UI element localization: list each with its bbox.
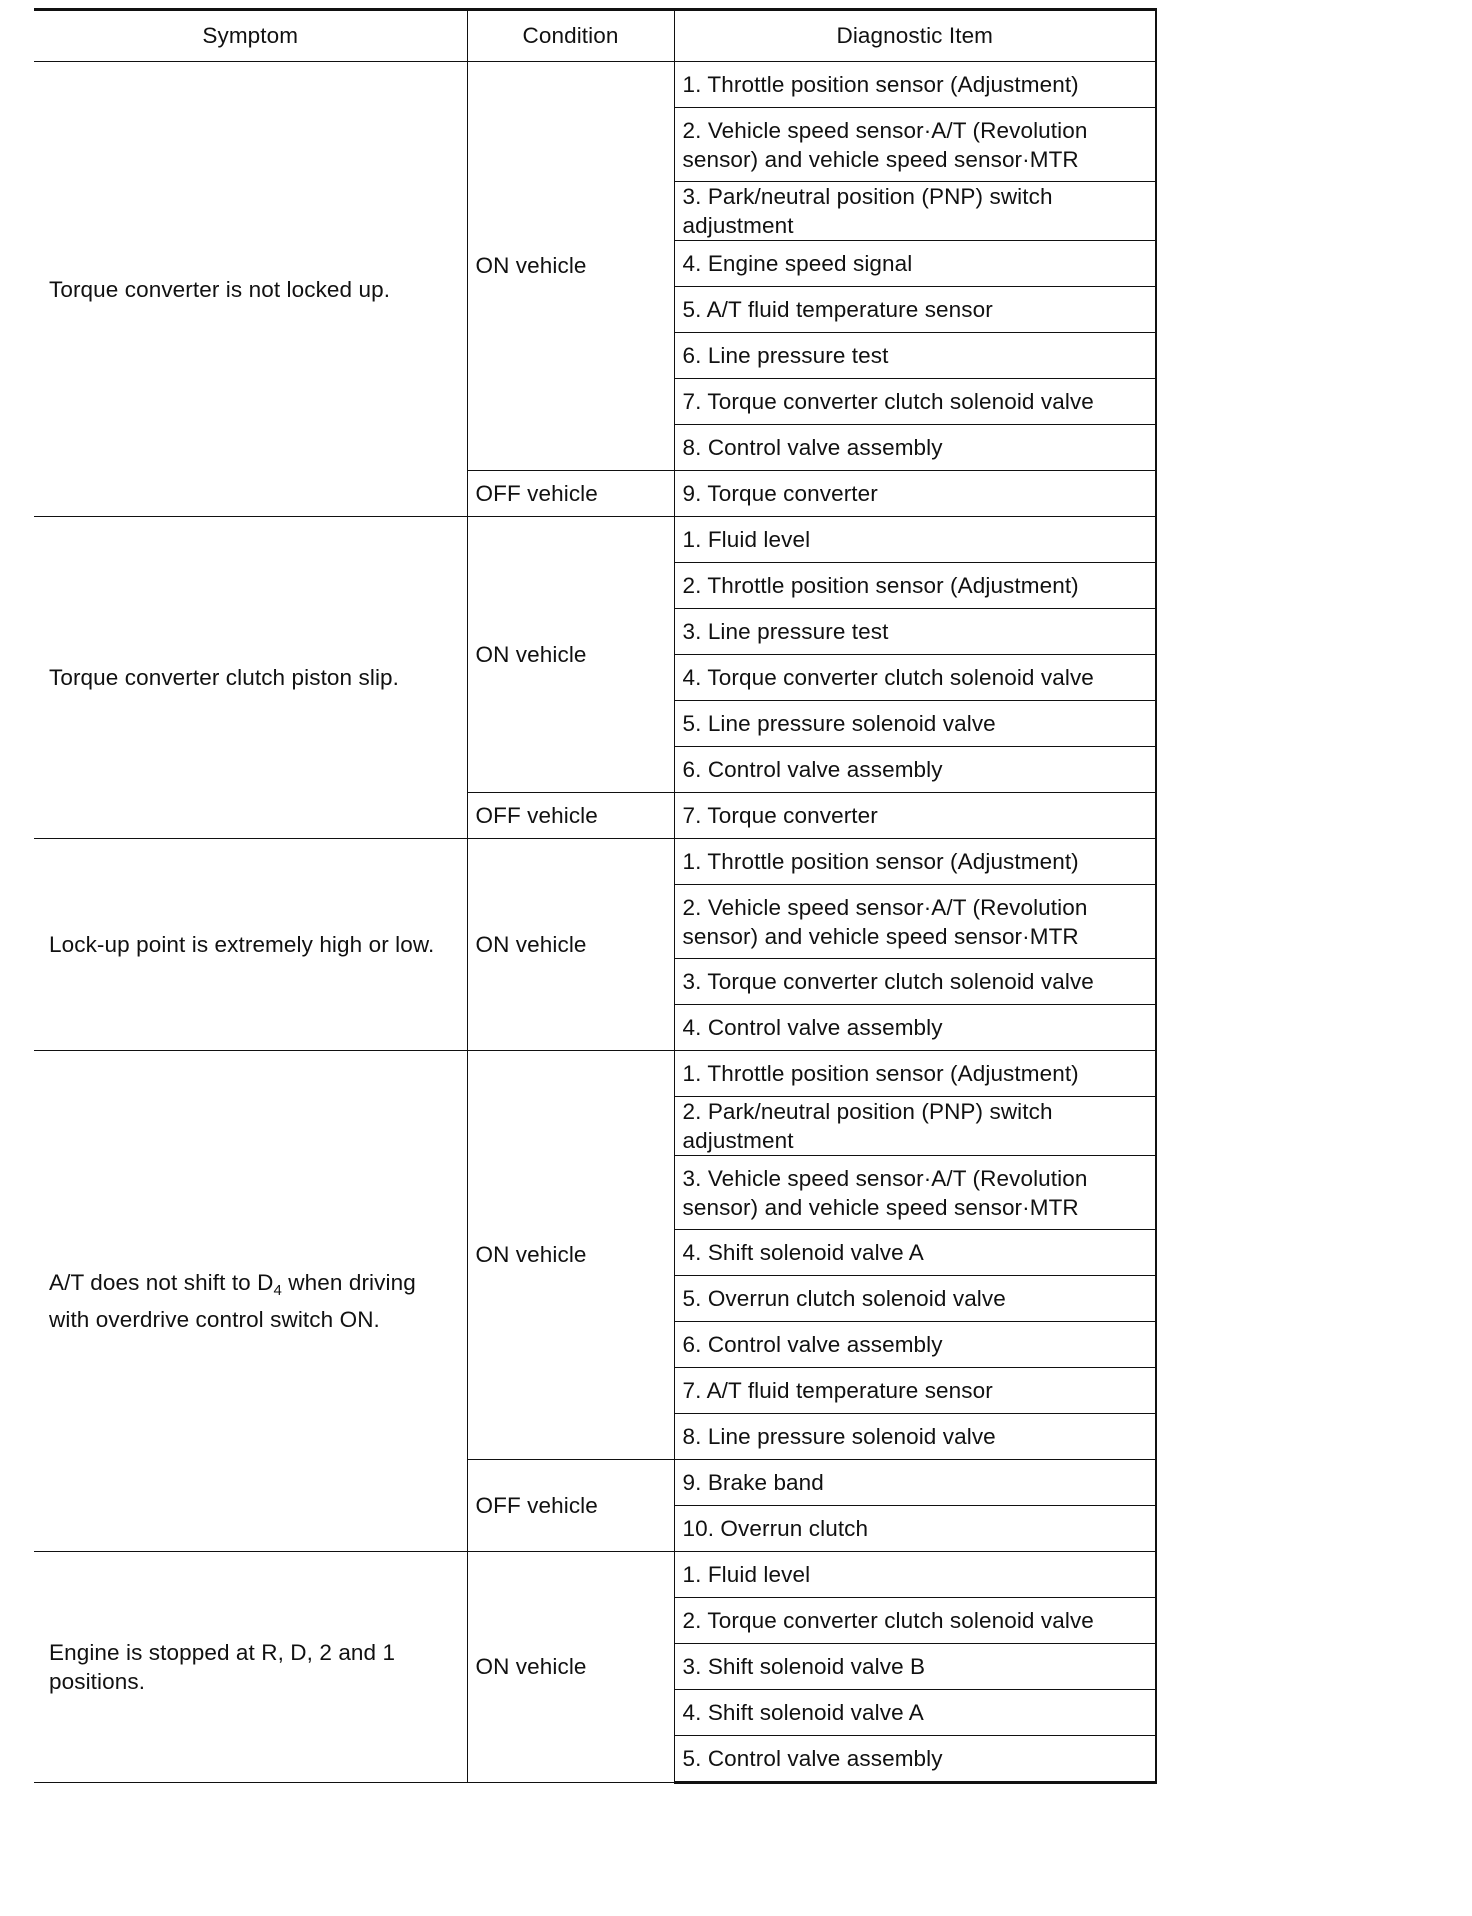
symptom-cell: Torque converter clutch piston slip. [34,517,467,839]
condition-cell: ON vehicle [467,839,674,1051]
diagnostic-item-cell: 6. Control valve assembly [674,747,1156,793]
diagnostic-item-cell: 5. Overrun clutch solenoid valve [674,1276,1156,1322]
condition-cell: OFF vehicle [467,471,674,517]
diagnostic-item-cell: 5. A/T fluid temperature sensor [674,287,1156,333]
diagnostic-table [34,8,1157,1784]
diagnostic-item-cell: 1. Throttle position sensor (Adjustment) [674,62,1156,108]
symptom-cell: Torque converter is not locked up. [34,62,467,517]
diagnostic-item-cell: 3. Line pressure test [674,609,1156,655]
table-body [34,62,1156,1783]
condition-cell: ON vehicle [467,1051,674,1460]
diagnostic-item-cell: 8. Control valve assembly [674,425,1156,471]
diagnostic-item-cell: 7. A/T fluid temperature sensor [674,1368,1156,1414]
condition-cell: ON vehicle [467,517,674,793]
diagnostic-item-cell: 6. Line pressure test [674,333,1156,379]
table-row [34,839,1156,885]
diagnostic-item-cell: 5. Line pressure solenoid valve [674,701,1156,747]
table-row [34,517,1156,563]
diagnostic-item-cell: 7. Torque converter clutch solenoid valve [674,379,1156,425]
diagnostic-item-cell: 2. Vehicle speed sensor·A/T (Revolution sensor) and vehicle speed sensor·MTR [674,885,1156,959]
diagnostic-item-cell: 7. Torque converter [674,793,1156,839]
header-diagnostic-item: Diagnostic Item [674,10,1156,62]
header-symptom: Symptom [34,10,467,62]
symptom-cell: Lock-up point is extremely high or low. [34,839,467,1051]
diagnostic-item-cell: 10. Overrun clutch [674,1506,1156,1552]
symptom-cell [34,1051,467,1552]
diagnostic-item-cell: 3. Park/neutral position (PNP) switch adjustment [674,182,1156,241]
condition-cell: ON vehicle [467,1552,674,1783]
diagnostic-item-cell: 1. Fluid level [674,1552,1156,1598]
diagnostic-item-cell: 5. Control valve assembly [674,1736,1156,1783]
symptom-cell: Engine is stopped at R, D, 2 and 1 positions. [34,1552,467,1783]
symptom-text-cont: when driving with overdrive control switch ON. [49,1270,416,1332]
condition-cell: OFF vehicle [467,1460,674,1552]
diagnostic-item-cell: 4. Shift solenoid valve A [674,1230,1156,1276]
diagnostic-item-cell: 4. Torque converter clutch solenoid valve [674,655,1156,701]
table-row [34,62,1156,108]
diagnostic-item-cell: 6. Control valve assembly [674,1322,1156,1368]
table-row [34,1552,1156,1598]
diagnostic-item-cell: 4. Engine speed signal [674,241,1156,287]
diagnostic-item-cell: 1. Fluid level [674,517,1156,563]
diagnostic-item-cell: 8. Line pressure solenoid valve [674,1414,1156,1460]
header-condition: Condition [467,10,674,62]
diagnostic-item-cell: 1. Throttle position sensor (Adjustment) [674,839,1156,885]
diagnostic-item-cell: 4. Control valve assembly [674,1005,1156,1051]
diagnostic-item-cell: 2. Torque converter clutch solenoid valve [674,1598,1156,1644]
diagnostic-item-cell: 3. Vehicle speed sensor·A/T (Revolution sensor) and vehicle speed sensor·MTR [674,1156,1156,1230]
condition-cell: OFF vehicle [467,793,674,839]
diagnostic-item-cell: 9. Torque converter [674,471,1156,517]
diagnostic-item-cell: 1. Throttle position sensor (Adjustment) [674,1051,1156,1097]
diagnostic-item-cell: 2. Throttle position sensor (Adjustment) [674,563,1156,609]
symptom-subscript: 4 [273,1282,282,1299]
diagnostic-item-cell: 2. Park/neutral position (PNP) switch adjustment [674,1097,1156,1156]
diagnostic-item-cell: 2. Vehicle speed sensor·A/T (Revolution sensor) and vehicle speed sensor·MTR [674,108,1156,182]
table-row [34,1051,1156,1097]
diagnostic-item-cell: 3. Shift solenoid valve B [674,1644,1156,1690]
condition-cell: ON vehicle [467,62,674,471]
symptom-text: A/T does not shift to D [49,1270,274,1295]
header-row [34,10,1156,62]
diagnostic-item-cell: 3. Torque converter clutch solenoid valve [674,959,1156,1005]
diagnostic-item-cell: 4. Shift solenoid valve A [674,1690,1156,1736]
diagnostic-item-cell: 9. Brake band [674,1460,1156,1506]
